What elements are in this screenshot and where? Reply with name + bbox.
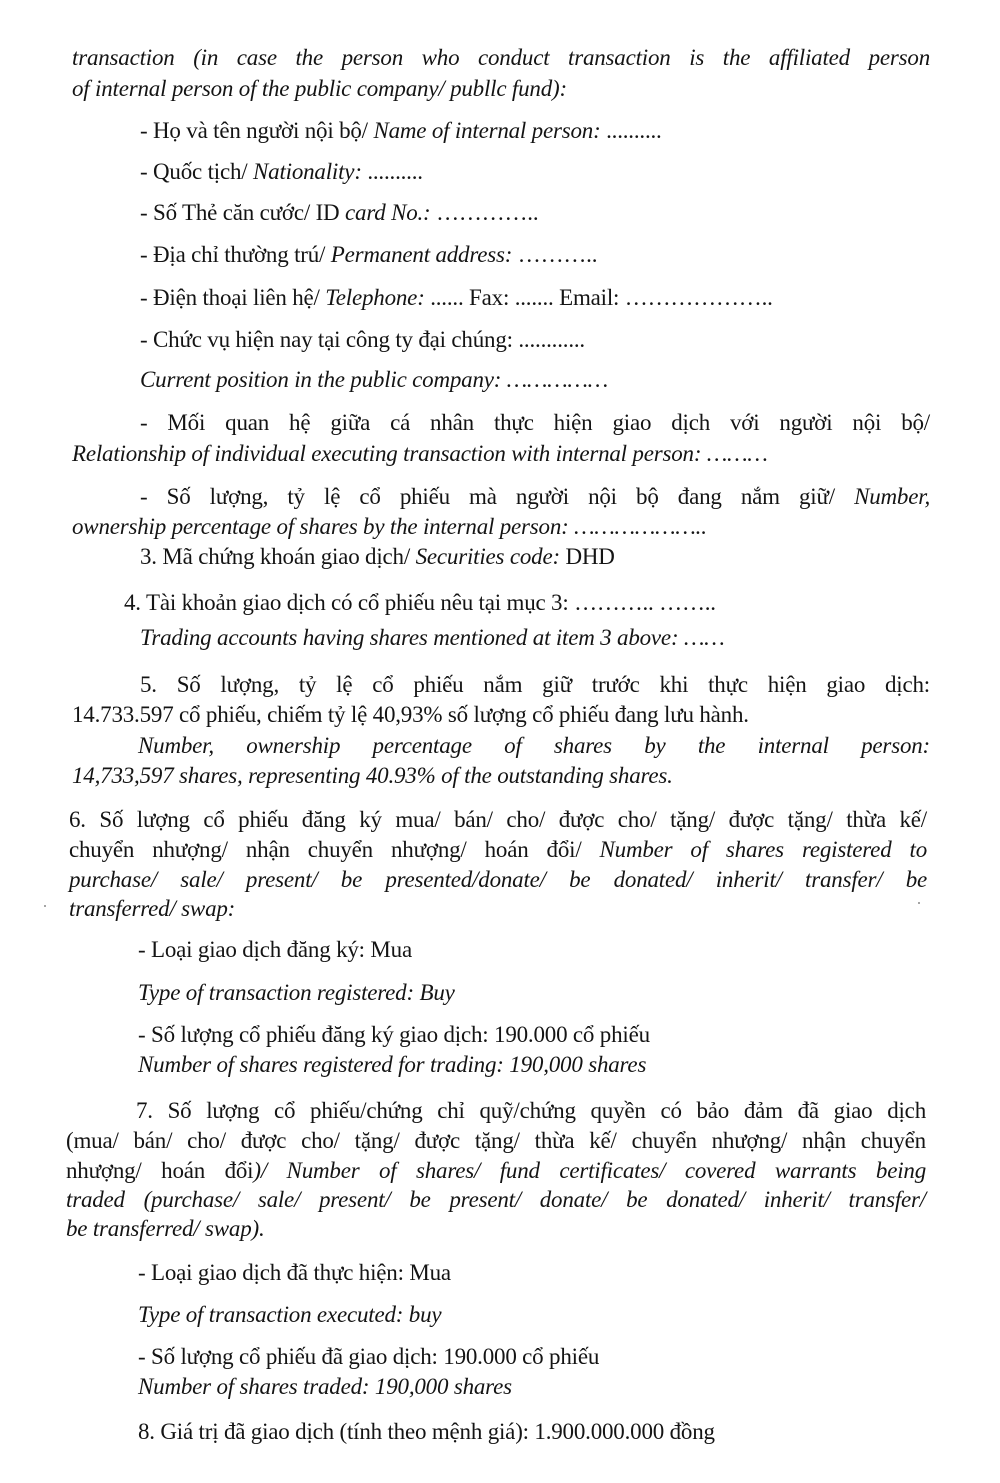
item-7-transaction-type-vi: - Loại giao dịch đã thực hiện: Mua bbox=[138, 1260, 451, 1285]
item-7-transaction-type-en: Type of transaction executed: buy bbox=[138, 1302, 442, 1327]
value: ……….. bbox=[512, 242, 598, 267]
label-vi: - Địa chỉ thường trú/ bbox=[140, 242, 331, 267]
label-vi: nhượng/ hoán đổi bbox=[66, 1158, 254, 1183]
item-7-line-5: be transferred/ swap). bbox=[66, 1216, 265, 1241]
holdings-line-1 bbox=[72, 482, 930, 512]
label-vi: - Quốc tịch/ bbox=[140, 159, 254, 184]
item-6-registered-quantity-en: Number of shares registered for trading: 190,000 shares bbox=[138, 1052, 647, 1077]
label-vi: - Số lượng, tỷ lệ cổ phiếu mà người nội bộ đang nắm giữ/ bbox=[140, 484, 855, 509]
item-4-trading-accounts-vi: 4. Tài khoản giao dịch có cổ phiếu nêu tại mục 3: ……….. …….. bbox=[124, 590, 716, 615]
label-vi: - Điện thoại liên hệ/ bbox=[140, 285, 326, 310]
item-3-securities-code bbox=[140, 542, 615, 572]
value: ………….. bbox=[430, 200, 539, 225]
item-7-traded-quantity-vi: - Số lượng cổ phiếu đã giao dịch: 190.000 cổ phiếu bbox=[138, 1344, 600, 1369]
intro-line-2: of internal person of the public company/ publlc fund): bbox=[72, 76, 567, 101]
label-en: Securities code: bbox=[415, 544, 560, 569]
label-en: card No.: bbox=[345, 200, 431, 225]
internal-person-name bbox=[140, 116, 662, 146]
internal-person-telephone bbox=[140, 283, 773, 313]
item-6-registered-quantity-vi: - Số lượng cổ phiếu đăng ký giao dịch: 190.000 cổ phiếu bbox=[138, 1022, 650, 1047]
label-vi: 3. Mã chứng khoán giao dịch/ bbox=[140, 544, 416, 569]
item-6-line-2 bbox=[69, 835, 927, 865]
item-6-transaction-type-en: Type of transaction registered: Buy bbox=[138, 980, 455, 1005]
item-5-en-line-1: Number, ownership percentage of shares by the internal person: bbox=[138, 733, 930, 758]
holdings-line-2: ownership percentage of shares by the internal person: ……………….. bbox=[72, 514, 707, 539]
internal-person-id-card bbox=[140, 198, 538, 228]
value: .......... bbox=[600, 118, 662, 143]
relationship-line-1: - Mối quan hệ giữa cá nhân thực hiện giao dịch với người nội bộ/ bbox=[140, 410, 930, 435]
label-en: Number, bbox=[854, 484, 930, 509]
item-7-line-4: traded (purchase/ sale/ present/ be present/ donate/ be donated/ inherit/ transfer/ bbox=[66, 1187, 926, 1212]
label-vi: chuyển nhượng/ nhận chuyển nhượng/ hoán đổi/ bbox=[69, 837, 600, 862]
label-en: Number of shares registered to bbox=[599, 837, 927, 862]
value: .......... bbox=[361, 159, 423, 184]
internal-person-position-vi: - Chức vụ hiện nay tại công ty đại chúng: ............ bbox=[140, 327, 585, 352]
scan-speck bbox=[918, 902, 920, 904]
item-7-line-2: (mua/ bán/ cho/ được cho/ tặng/ được tặng/ thừa kế/ chuyển nhượng/ nhận chuyển bbox=[66, 1128, 926, 1153]
label-en: Nationality: bbox=[253, 159, 362, 184]
item-8-traded-value: 8. Giá trị đã giao dịch (tính theo mệnh giá): 1.900.000.000 đồng bbox=[138, 1419, 715, 1444]
securities-code-value: DHD bbox=[559, 544, 615, 569]
item-6-line-4: transferred/ swap: bbox=[69, 896, 236, 921]
label-en: Name of internal person: bbox=[373, 118, 601, 143]
label-vi: - Họ và tên người nội bộ/ bbox=[140, 118, 374, 143]
item-7-traded-quantity-en: Number of shares traded: 190,000 shares bbox=[138, 1374, 512, 1399]
intro-line-1: transaction (in case the person who conduct transaction is the affiliated person bbox=[72, 45, 930, 70]
relationship-line-2: Relationship of individual executing transaction with internal person: ……… bbox=[72, 441, 768, 466]
label-vi: - Số Thẻ căn cước/ ID bbox=[140, 200, 346, 225]
item-5-line-2: 14.733.597 cổ phiếu, chiếm tỷ lệ 40,93% số lượng cổ phiếu đang lưu hành. bbox=[72, 702, 749, 727]
internal-person-address bbox=[140, 240, 597, 270]
item-4-trading-accounts-en: Trading accounts having shares mentioned at item 3 above: …… bbox=[140, 625, 725, 650]
scan-speck bbox=[44, 905, 46, 907]
internal-person-position-en: Current position in the public company: …………… bbox=[140, 367, 609, 392]
item-5-line-1: 5. Số lượng, tỷ lệ cổ phiếu nắm giữ trước khi thực hiện giao dịch: bbox=[140, 672, 930, 697]
item-5-en-line-2: 14,733,597 shares, representing 40.93% of the outstanding shares. bbox=[72, 763, 673, 788]
item-7-line-1: 7. Số lượng cổ phiếu/chứng chỉ quỹ/chứng quyền có bảo đảm đã giao dịch bbox=[136, 1098, 926, 1123]
value: ...... Fax: ....... Email: ……………….. bbox=[424, 285, 773, 310]
item-6-transaction-type-vi: - Loại giao dịch đăng ký: Mua bbox=[138, 937, 412, 962]
item-6-line-3: purchase/ sale/ present/ be presented/donate/ be donated/ inherit/ transfer/ be bbox=[69, 867, 927, 892]
internal-person-nationality bbox=[140, 157, 423, 187]
item-7-line-3 bbox=[66, 1156, 926, 1186]
label-en: )/ Number of shares/ fund certificates/ covered warrants being bbox=[253, 1158, 927, 1183]
item-6-line-1: 6. Số lượng cổ phiếu đăng ký mua/ bán/ cho/ được cho/ tặng/ được tặng/ thừa kế/ bbox=[69, 807, 927, 832]
label-en: Telephone: bbox=[325, 285, 425, 310]
label-en: Permanent address: bbox=[330, 242, 513, 267]
